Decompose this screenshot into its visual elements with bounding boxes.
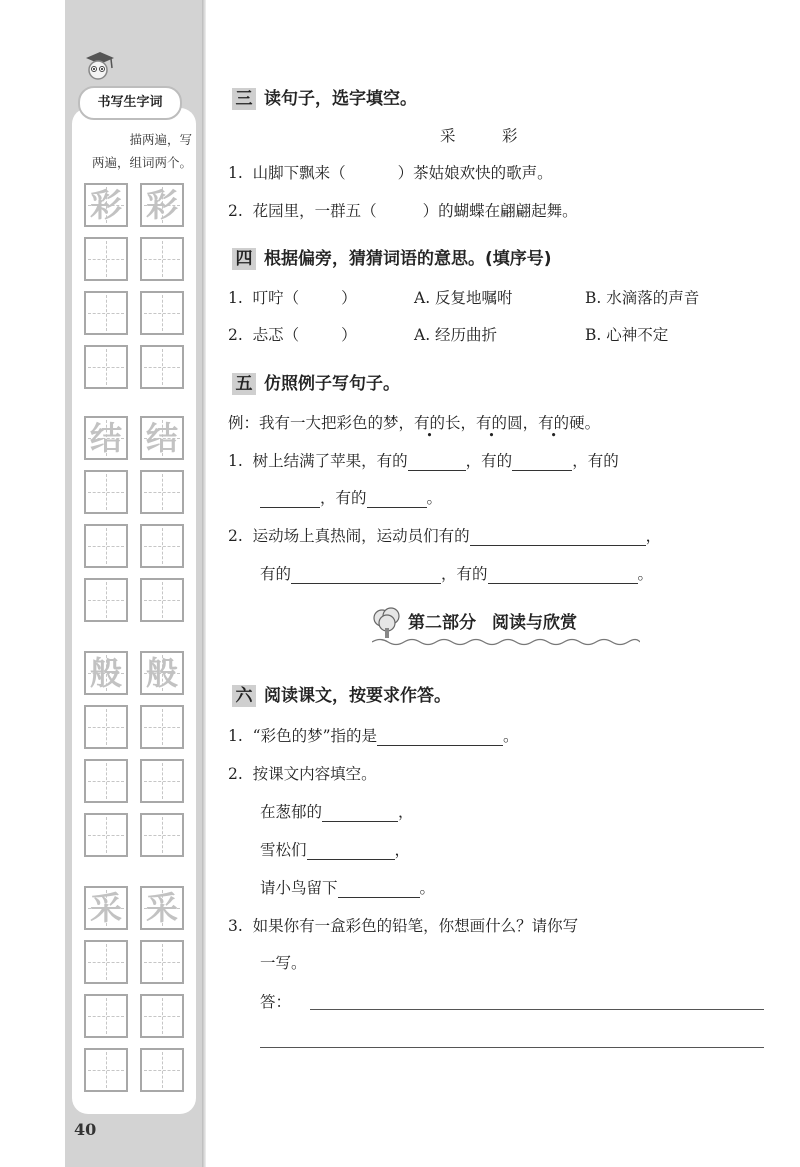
answer-blank[interactable] <box>512 452 572 471</box>
question-text: 按课文内容填空。 <box>252 765 377 783</box>
grass-divider <box>372 636 640 646</box>
paren-close: ） <box>341 326 357 344</box>
answer-blank[interactable] <box>338 879 420 898</box>
section-6-heading <box>232 681 451 707</box>
section-number: 五 <box>232 373 256 395</box>
writing-cell[interactable] <box>84 345 128 389</box>
option-b: B. 水滴落的声音 <box>585 289 700 307</box>
item-index: 3. <box>228 917 243 935</box>
question-text: ，有的 <box>572 452 619 470</box>
emphasis-text: 有的 <box>414 414 446 432</box>
section-3-heading <box>232 84 417 110</box>
writing-cell[interactable] <box>140 524 184 568</box>
section-title: 阅读课文，按要求作答。 <box>264 686 451 706</box>
writing-cell[interactable] <box>140 1048 184 1092</box>
writing-cell[interactable] <box>84 994 128 1038</box>
answer-blank[interactable] <box>291 565 441 584</box>
trace-cell[interactable] <box>84 183 128 227</box>
imitate-question-1-cont <box>260 486 442 508</box>
answer-blank[interactable] <box>260 489 320 508</box>
example-text: 长， <box>445 414 477 432</box>
trace-char: 般 <box>145 654 178 692</box>
trace-char: 彩 <box>145 186 178 224</box>
section-title: 根据偏旁，猜猜词语的意思。(填序号) <box>264 249 552 269</box>
reading-question-3-cont: 一写。 <box>260 954 307 972</box>
writing-cell[interactable] <box>140 291 184 335</box>
section-4-heading <box>232 244 552 270</box>
part-2-title <box>408 608 593 633</box>
question-text: ）的蝴蝶在翩翩起舞。 <box>422 202 578 220</box>
trace-char: 彩 <box>89 186 122 224</box>
writing-cell[interactable] <box>140 237 184 281</box>
answer-line[interactable] <box>310 1009 764 1010</box>
answer-blank[interactable] <box>408 452 466 471</box>
writing-cell[interactable] <box>84 1048 128 1092</box>
question-text: 树上结满了苹果，有的 <box>252 452 408 470</box>
question-text: ）茶姑娘欢快的歌声。 <box>397 164 553 182</box>
example-text: 圆， <box>507 414 539 432</box>
part-title: 阅读与欣赏 <box>492 613 577 633</box>
item-index: 2. <box>228 527 243 545</box>
question-text: 有的 <box>260 565 292 583</box>
question-text: 。 <box>426 489 443 507</box>
poem-line-3 <box>260 876 435 898</box>
pencil-mascot-icon <box>78 48 118 88</box>
fill-question-2 <box>228 199 578 221</box>
writing-cell[interactable] <box>140 813 184 857</box>
sidebar-instructions <box>84 128 192 174</box>
question-text: 。 <box>637 565 654 583</box>
item-index: 1. <box>228 164 243 182</box>
option-a: A. 反复地嘱咐 <box>414 289 513 307</box>
question-text: 如果你有一盒彩色的铅笔，你想画什么？请你写 <box>252 917 579 935</box>
section-5-heading <box>232 369 400 395</box>
writing-cell[interactable] <box>84 291 128 335</box>
question-text: 花园里，一群五（ <box>252 202 377 220</box>
answer-blank[interactable] <box>470 527 646 546</box>
item-index: 2. <box>228 326 243 344</box>
writing-cell[interactable] <box>84 759 128 803</box>
sidebar-label: 书写生字词 <box>78 86 182 120</box>
question-text: “彩色的梦”指的是 <box>252 727 378 745</box>
word: 忐忑（ <box>252 326 300 344</box>
writing-cell[interactable] <box>84 524 128 568</box>
poem-text: 在葱郁的 <box>260 803 323 821</box>
example-text: 硬。 <box>569 414 601 432</box>
word: 叮咛（ <box>252 289 300 307</box>
question-text: 。 <box>503 727 519 745</box>
question-text: ，有的 <box>320 489 367 507</box>
item-index: 1. <box>228 727 243 745</box>
writing-cell[interactable] <box>140 470 184 514</box>
writing-cell[interactable] <box>140 578 184 622</box>
example-text: 例：我有一大把彩色的梦， <box>228 414 415 432</box>
question-text: 山脚下飘来（ <box>252 164 346 182</box>
poem-line-1 <box>260 800 414 822</box>
option-b: B. 心神不定 <box>585 326 669 344</box>
imitate-question-2 <box>228 524 661 546</box>
writing-cell[interactable] <box>140 759 184 803</box>
item-index: 2. <box>228 765 243 783</box>
writing-cell[interactable] <box>84 470 128 514</box>
writing-cell[interactable] <box>140 705 184 749</box>
section-number: 六 <box>232 685 256 707</box>
instruction-line: 描两遍，写 <box>129 132 192 147</box>
answer-blank[interactable] <box>377 727 503 746</box>
trace-char: 般 <box>89 654 122 692</box>
trace-cell[interactable] <box>140 183 184 227</box>
meaning-question-1 <box>228 286 357 308</box>
trace-char: 采 <box>145 889 178 927</box>
reading-question-3 <box>228 914 578 936</box>
trace-cell[interactable] <box>140 416 184 460</box>
meaning-question-2 <box>228 323 357 345</box>
example-sentence <box>228 411 600 433</box>
reading-question-2 <box>228 762 377 784</box>
section-number: 四 <box>232 248 256 270</box>
page-number: 40 <box>74 1120 97 1139</box>
item-index: 1. <box>228 452 243 470</box>
option-a: A. 经历曲折 <box>414 326 498 344</box>
instruction-line: 两遍，组词两个。 <box>91 155 192 170</box>
answer-label: 答： <box>260 993 292 1011</box>
question-text: ，有的 <box>441 565 488 583</box>
section-number: 三 <box>232 88 256 110</box>
answer-line[interactable] <box>260 1047 764 1048</box>
writing-cell[interactable] <box>140 345 184 389</box>
writing-cell[interactable] <box>84 578 128 622</box>
section-title: 读句子，选字填空。 <box>264 89 417 109</box>
answer-blank[interactable] <box>322 803 398 822</box>
paren-close: ） <box>341 289 357 307</box>
poem-text: ， <box>398 803 414 821</box>
answer-blank[interactable] <box>488 565 638 584</box>
trace-cell[interactable] <box>84 416 128 460</box>
writing-cell[interactable] <box>140 994 184 1038</box>
trace-char: 结 <box>145 419 178 457</box>
emphasis-text: 有的 <box>476 414 508 432</box>
item-index: 1. <box>228 289 243 307</box>
trace-cell[interactable] <box>84 886 128 930</box>
trace-cell[interactable] <box>140 651 184 695</box>
question-text: ，有的 <box>465 452 513 470</box>
emphasis-text: 有的 <box>538 414 570 432</box>
question-text: ， <box>645 527 662 545</box>
question-text: 运动场上真热闹，运动员们有的 <box>252 527 470 545</box>
writing-cell[interactable] <box>84 940 128 984</box>
answer-blank[interactable] <box>307 841 395 860</box>
imitate-question-2-cont <box>260 562 653 584</box>
writing-cell[interactable] <box>84 705 128 749</box>
writing-cell[interactable] <box>84 813 128 857</box>
sidebar-edge <box>202 0 206 1167</box>
trace-cell[interactable] <box>84 651 128 695</box>
answer-blank[interactable] <box>367 489 427 508</box>
section-title: 仿照例子写句子。 <box>264 374 400 394</box>
part-label: 第二部分 <box>408 613 476 633</box>
part-2-banner <box>370 606 640 646</box>
fill-question-1 <box>228 161 553 183</box>
poem-text: 雪松们 <box>260 841 307 859</box>
imitate-question-1 <box>228 449 619 471</box>
poem-text: 。 <box>419 879 436 897</box>
writing-cell[interactable] <box>84 237 128 281</box>
writing-cell[interactable] <box>140 940 184 984</box>
trace-char: 采 <box>89 889 122 927</box>
poem-line-2 <box>260 838 410 860</box>
choice-characters: 采 彩 <box>440 127 518 145</box>
trace-cell[interactable] <box>140 886 184 930</box>
item-index: 2. <box>228 202 243 220</box>
trace-char: 结 <box>89 419 122 457</box>
poem-text: ， <box>394 841 411 859</box>
reading-question-1 <box>228 724 519 746</box>
poem-text: 请小鸟留下 <box>260 879 338 897</box>
